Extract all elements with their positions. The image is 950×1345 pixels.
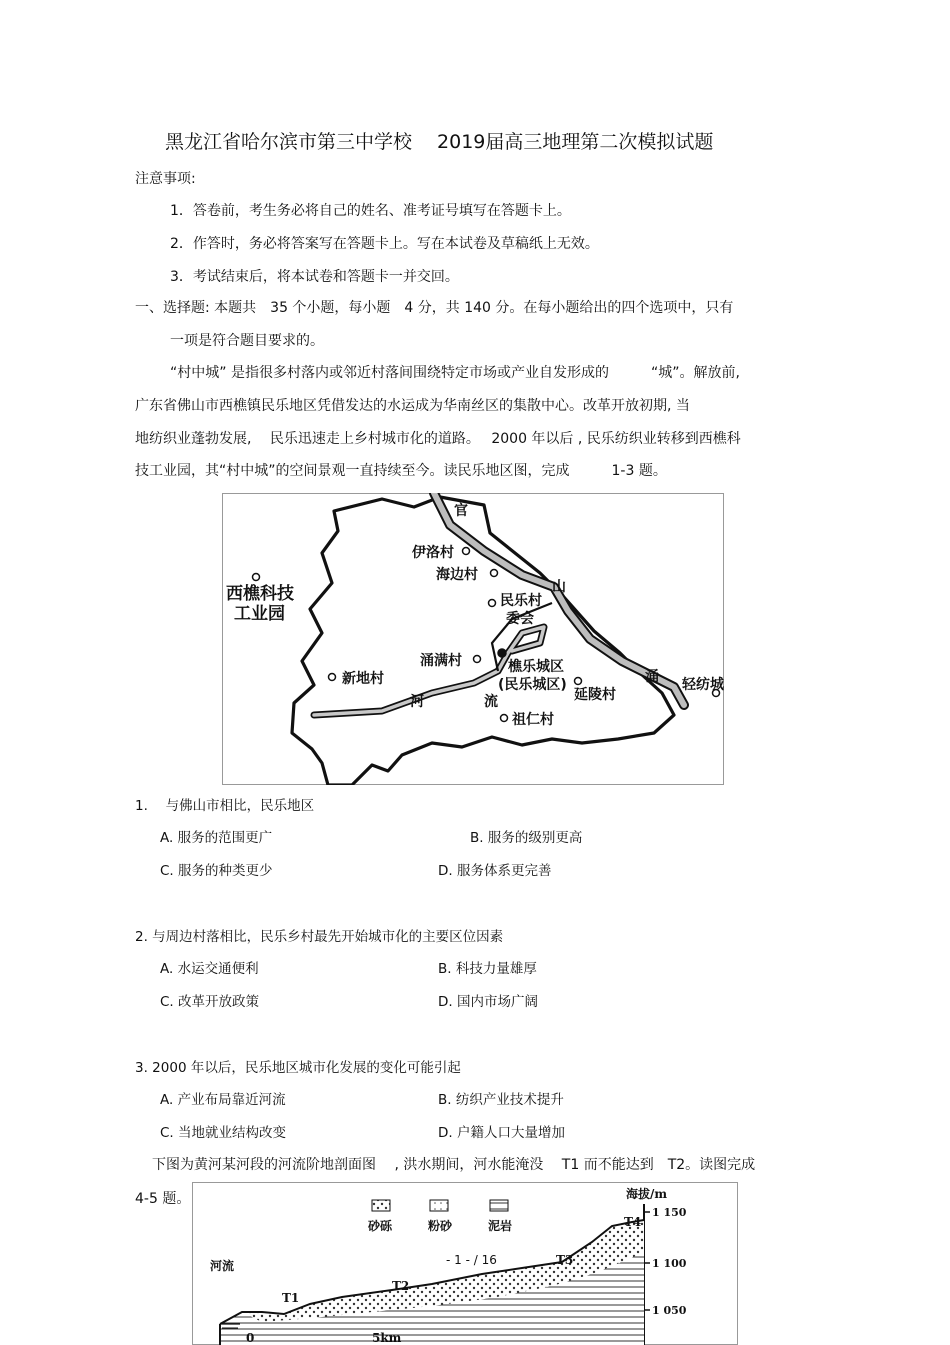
river-char: 官 bbox=[454, 503, 468, 519]
park-label: 西樵科技 bbox=[226, 584, 294, 604]
option-a: A. 产业布局靠近河流 bbox=[160, 1092, 286, 1108]
village-label-haibian: 海边村 bbox=[436, 567, 478, 583]
option-c: C. 当地就业结构改变 bbox=[160, 1125, 287, 1141]
terrace-label-t2: T2 bbox=[392, 1279, 410, 1293]
legend-swatch-mudstone bbox=[490, 1200, 508, 1211]
legend-label: 泥岩 bbox=[488, 1219, 513, 1233]
altitude-label: 海拔/m bbox=[626, 1187, 668, 1201]
park-marker bbox=[253, 574, 260, 581]
option-b: B. 纺织产业技术提升 bbox=[438, 1092, 564, 1108]
village-label-minle: 民乐村 bbox=[500, 593, 542, 609]
town-marker bbox=[498, 649, 506, 657]
altitude-tick: 1 150 bbox=[652, 1206, 687, 1219]
terrace-label-t4: T4 bbox=[624, 1215, 642, 1229]
legend-swatch-gravel bbox=[372, 1200, 390, 1211]
passage2-line: 下图为黄河某河段的河流阶地剖面图 , 洪水期间，河水能淹没 T1 而不能达到 T2。读图完成 bbox=[152, 1157, 756, 1173]
legend-swatch-silt bbox=[430, 1200, 448, 1211]
village-label-yiluo: 伊洛村 bbox=[412, 545, 454, 561]
passage-line: 广东省佛山市西樵镇民乐地区凭借发达的水运成为华南丝区的集散中心。改革开放初期, 当 bbox=[135, 398, 690, 414]
village-label-zuren: 祖仁村 bbox=[512, 712, 554, 728]
village-marker bbox=[575, 678, 582, 685]
passage-line: “村中城” 是指很多村落内或邻近村落间围绕特定市场或产业自发形成的 “城”。解放前, bbox=[170, 365, 740, 381]
river-label: 河流 bbox=[210, 1259, 235, 1273]
notice-item: 1．答卷前，考生务必将自己的姓名、准考证号填写在答题卡上。 bbox=[170, 203, 571, 219]
park-label-cont: 工业园 bbox=[234, 604, 285, 624]
town-label: 樵乐城区 bbox=[508, 659, 564, 675]
terrace-label-t3: T3 bbox=[556, 1253, 574, 1267]
village-marker bbox=[474, 656, 481, 663]
notice-item: 3．考试结束后，将本试卷和答题卡一并交回。 bbox=[170, 269, 459, 285]
question-stem: 3. 2000 年以后，民乐地区城市化发展的变化可能引起 bbox=[135, 1060, 461, 1076]
option-a: A. 服务的范围更广 bbox=[160, 830, 273, 846]
town-label-cont: (民乐城区) bbox=[498, 677, 567, 693]
village-marker bbox=[329, 674, 336, 681]
altitude-tick: 1 100 bbox=[652, 1257, 687, 1270]
city-label-qingfang: 轻纺城 bbox=[682, 677, 724, 693]
option-d: D. 国内市场广阔 bbox=[438, 994, 538, 1010]
passage-line: 技工业园，其“村中城”的空间景观一直持续至今。读民乐地区图，完成 1-3 题。 bbox=[135, 463, 667, 479]
village-label-yanling: 延陵村 bbox=[574, 687, 616, 703]
option-b: B. 服务的级别更高 bbox=[470, 830, 583, 846]
legend-label: 粉砂 bbox=[428, 1219, 453, 1233]
option-b: B. 科技力量雄厚 bbox=[438, 961, 537, 977]
passage-line: 地纺织业蓬勃发展, 民乐迅速走上乡村城市化的道路。 2000 年以后 , 民乐纺织业转移到西樵科 bbox=[135, 431, 741, 447]
option-d: D. 服务体系更完善 bbox=[438, 863, 552, 879]
passage2-line-cont: 4-5 题。 bbox=[135, 1191, 191, 1207]
village-marker bbox=[501, 715, 508, 722]
river-char: 涌 bbox=[645, 669, 659, 685]
option-c: C. 服务的种类更少 bbox=[160, 863, 273, 879]
option-d: D. 户籍人口大量增加 bbox=[438, 1125, 565, 1141]
section-instruction: 一、选择题: 本题共 35 个小题，每小题 4 分，共 140 分。在每小题给出的四个选项中，只有 bbox=[135, 300, 734, 316]
village-label-yongman: 涌满村 bbox=[420, 653, 462, 669]
page-title: 黑龙江省哈尔滨市第三中学校 2019届高三地理第二次模拟试题 bbox=[165, 131, 714, 153]
village-marker bbox=[489, 600, 496, 607]
village-label-minle-cont: 委会 bbox=[506, 611, 534, 627]
terrace-label-t1: T1 bbox=[282, 1291, 300, 1305]
village-marker bbox=[463, 548, 470, 555]
distance-label: 5km bbox=[372, 1331, 402, 1345]
river-char: 山 bbox=[552, 579, 566, 595]
question-stem: 1. 与佛山市相比，民乐地区 bbox=[135, 798, 315, 814]
altitude-tick: 1 050 bbox=[652, 1304, 687, 1317]
river-char: 河 bbox=[410, 694, 424, 710]
notice-item: 2．作答时，务必将答案写在答题卡上。写在本试卷及草稿纸上无效。 bbox=[170, 236, 599, 252]
notice-heading: 注意事项: bbox=[135, 171, 196, 187]
option-a: A. 水运交通便利 bbox=[160, 961, 259, 977]
section-instruction-cont: 一项是符合题目要求的。 bbox=[170, 333, 324, 349]
river-char: 流 bbox=[484, 694, 498, 710]
village-marker bbox=[491, 570, 498, 577]
village-label-xindi: 新地村 bbox=[342, 671, 384, 687]
page-number: - 1 - / 16 bbox=[446, 1253, 497, 1267]
origin-label: 0 bbox=[246, 1331, 255, 1345]
question-stem: 2. 与周边村落相比，民乐乡村最先开始城市化的主要区位因素 bbox=[135, 929, 504, 945]
option-c: C. 改革开放政策 bbox=[160, 994, 260, 1010]
minle-map bbox=[222, 493, 724, 785]
legend-label: 砂砾 bbox=[368, 1219, 393, 1233]
